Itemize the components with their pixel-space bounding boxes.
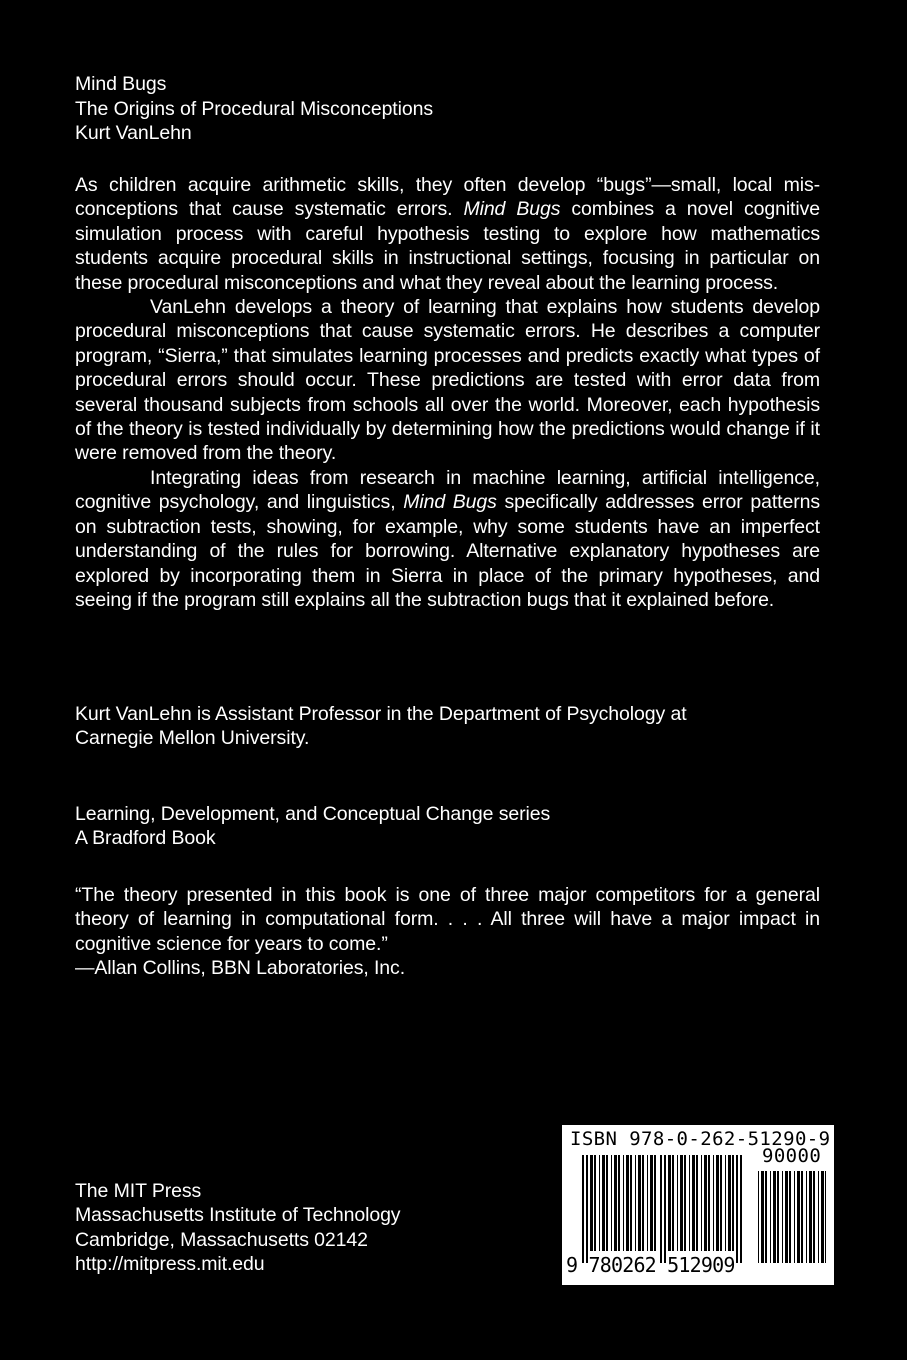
ean-digits: 9 780262 512909 [566,1253,735,1277]
guard-center-0 [660,1155,662,1263]
addon-bar-0 [758,1171,759,1263]
description-p3-text-a: Integrating ideas from research in machine learning, artificial intelligence, cognitive psychology, and linguistics, [75,466,820,514]
description-paragraph-1 [75,173,820,295]
ean-left-bar-15 [650,1155,653,1251]
ean-left-bar-10 [630,1155,632,1251]
book-title: Mind Bugs [75,73,167,95]
ean-left-bar-14 [647,1155,648,1251]
isbn-label: ISBN 978-0-262-51290-9 [570,1128,831,1150]
ean-right-bar-2 [677,1155,678,1251]
addon-bar-6 [782,1171,783,1263]
ean-left-bar-6 [614,1155,617,1251]
addon-bar-11 [801,1171,803,1263]
ean-left-bar-4 [606,1155,608,1251]
ean-right-bar-16 [732,1155,734,1251]
ean-left-bar-13 [642,1155,644,1251]
addon-bar-9 [794,1171,795,1263]
ean-left-bar-5 [611,1155,612,1251]
guard-right-1 [740,1155,742,1263]
quote-text: “The theory presented in this book is one of three major competitors for a general theory of learning in computational form. . . . All three will have a major impact in cognitive science for years to come.” [75,884,820,955]
description-p1-text-a: As children acquire arithmetic skills, they often develop “bugs”—small, local mis-conceptions that cause systematic errors. [75,174,820,221]
author-bio-line-1: Kurt VanLehn is Assistant Professor in the Department of Psychology at [75,703,687,725]
ean-right-bar-1 [672,1155,674,1251]
ean-right-bar-8 [701,1155,702,1251]
addon-bar-15 [818,1171,819,1263]
ean-left-bar-16 [654,1155,656,1251]
guard-left-1 [586,1155,588,1263]
ean-right-bar-10 [708,1155,710,1251]
ean-right-bar-4 [684,1155,686,1251]
ean-left-bar-9 [626,1155,629,1251]
author-bio [75,702,820,751]
ean-right-bar-15 [728,1155,731,1251]
book-subtitle: The Origins of Procedural Misconceptions [75,97,433,120]
ean-right-bar-0 [668,1155,671,1251]
addon-bar-17 [825,1171,826,1263]
ean-right-bar-14 [725,1155,726,1251]
series-name: Learning, Development, and Conceptual Change series [75,803,551,825]
description-p3-title: Mind Bugs [403,491,497,514]
isbn-barcode [562,1125,834,1285]
publisher-name: The MIT Press [75,1180,202,1202]
endorsement-quote [75,883,820,981]
addon-bar-5 [777,1171,779,1263]
ean-left-bar-3 [602,1155,605,1251]
ean-right-bar-11 [713,1155,714,1251]
publisher-city: Cambridge, Massachusetts 02142 [75,1228,368,1251]
ean-right-bar-3 [680,1155,683,1251]
description-p3-text-b: specifically addresses error patterns on subtraction tests, showing, for example, why some students have an imperfect understanding of the rules for borrowing. Alternative explanatory hypotheses are explored by incorporating them in Sierra in place of the primary hypotheses, and seeing if the program still explains all the subtraction bugs that it explained before. [75,491,820,611]
imprint-name: A Bradford Book [75,827,216,850]
ean-left-bar-12 [638,1155,641,1251]
ean-left-bar-1 [594,1155,596,1251]
ean-right-bar-12 [716,1155,719,1251]
guard-center-1 [664,1155,666,1263]
author-bio-line-2: Carnegie Mellon University. [75,727,310,750]
ean-right-bar-5 [689,1155,690,1251]
ean-left-bar-0 [590,1155,593,1251]
book-header [75,72,820,146]
addon-bar-14 [813,1171,815,1263]
addon-bar-12 [806,1171,807,1263]
ean-right-bar-7 [696,1155,698,1251]
quote-attribution: —Allan Collins, BBN Laboratories, Inc. [75,957,406,980]
ean-right-bar-9 [704,1155,707,1251]
addon-bar-3 [770,1171,771,1263]
addon-bar-7 [785,1171,788,1263]
addon-bar-2 [765,1171,767,1263]
publisher-institution: Massachusetts Institute of Technology [75,1204,401,1227]
ean-left-bar-2 [599,1155,600,1251]
publisher-url: http://mitpress.mit.edu [75,1253,265,1276]
ean-left-bar-8 [623,1155,624,1251]
book-description [75,173,820,612]
addon-bar-1 [761,1171,764,1263]
description-p1-title: Mind Bugs [463,198,561,221]
ean-right-bar-13 [720,1155,722,1251]
guard-left-0 [582,1155,584,1263]
ean-left-bar-7 [618,1155,620,1251]
addon-bar-10 [797,1171,800,1263]
description-p1-text-b: combines a novel cognitive simulation process with careful hypothesis testing to explore how mathematics students acquire procedural skills in instructional settings, focusing in particular on these procedural misconceptions and what they reveal about the learning process. [75,198,821,294]
series-info [75,802,820,851]
price-addon-digits: 90000 [762,1145,822,1167]
addon-bar-16 [821,1171,824,1263]
addon-bar-13 [809,1171,812,1263]
description-paragraph-3 [75,466,820,612]
addon-bar-4 [773,1171,776,1263]
ean-left-bar-11 [635,1155,636,1251]
description-paragraph-2: VanLehn develops a theory of learning that explains how students develop procedural misconceptions that cause systematic errors. He describes a computer program, “Sierra,” that simulates learning processes and predicts exactly what types of procedural errors should occur. These predictions are tested with error data from several thousand subjects from schools all over the world. Moreover, each hypothesis of the theory is tested individually by determining how the predictions would change if it were removed from the theory. [75,296,820,465]
ean-right-bar-6 [692,1155,695,1251]
guard-right-0 [736,1155,738,1263]
addon-bar-8 [789,1171,791,1263]
book-author: Kurt VanLehn [75,122,192,144]
